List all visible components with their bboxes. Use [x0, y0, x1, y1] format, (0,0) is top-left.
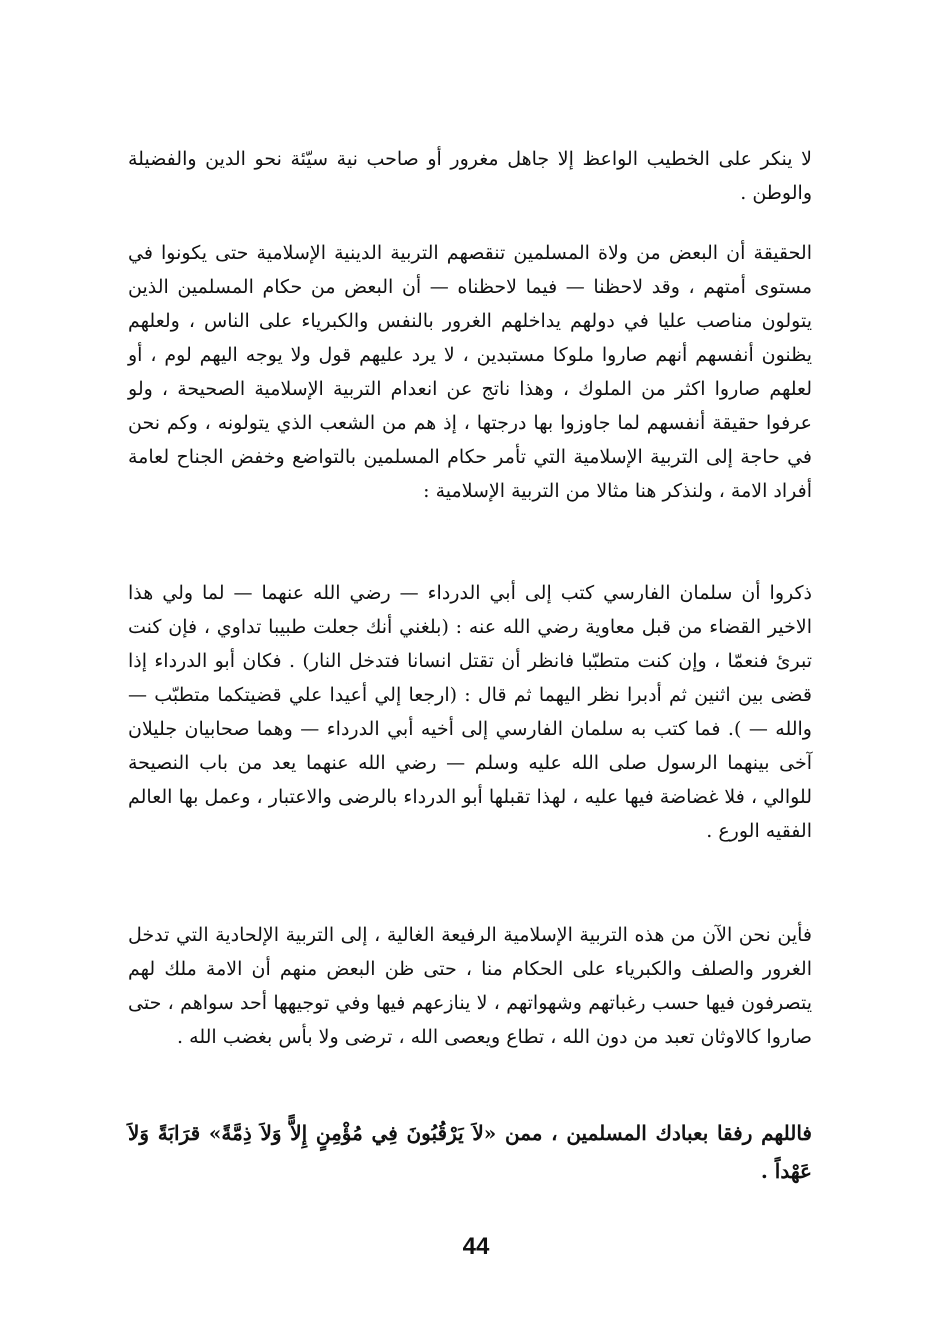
paragraph-intro: لا ينكر على الخطيب الواعظ إلا جاهل مغرور أو صاحب نية سيّئة نحو الدين والفضيلة والوطن . [128, 148, 812, 204]
paragraph-salman-story: ذكروا أن سلمان الفارسي كتب إلى أبي الدرداء — رضي الله عنهما — لما ولي هذا الاخير القضاء من قبل معاوية رضي الله عنه : (بلغني أنك جعلت طبيبا تداوي ، فإن كنت تبرئ فنعمّا ، وإن كنت متطبّبا فانظر أن تقتل انسانا فتدخل النار) . فكان أبو الدرداء إذا قضى بين اثنين ثم أدبرا نظر اليهما ثم قال : (ارجعا إلي أعيدا علي قضيتكما متطبّب — والله — ). فما كتب به سلمان الفارسي إلى أخيه أبي الدرداء — وهما صحابيان جليلان آخى بينهما الرسول صلى الله عليه وسلم — رضي الله عنهما يعد من باب النصيحة للوالي ، فلا غضاضة فيها عليه ، لهذا تقبلها أبو الدرداء بالرضى والاعتبار ، وعمل بها العالم الفقيه الورع . [128, 582, 812, 842]
paragraph-rulers: الحقيقة أن البعض من ولاة المسلمين تنقصهم التربية الدينية الإسلامية حتى يكونوا في مستوى أمتهم ، وقد لاحظنا — فيما لاحظناه — أن البعض من حكام المسلمين الذين يتولون مناصب عليا في دولهم يداخلهم الغرور بالنفس والكبرياء على الناس ، ولعلهم يظنون أنفسهم أنهم صاروا ملوكا مستبدين ، لا يرد عليهم قول ولا يوجه اليهم لوم ، أو لعلهم صاروا اكثر من الملوك ، وهذا ناتج عن انعدام التربية الإسلامية الصحيحة ، ولو عرفوا حقيقة أنفسهم لما جاوزوا بها درجتها ، إذ هم من الشعب الذي يتولونه ، وكم نحن في حاجة إلى التربية الإسلامية التي تأمر حكام المسلمين بالتواضع وخفض الجناح لعامة أفراد الامة ، ولنذكر هنا مثالا من التربية الإسلامية : [128, 242, 812, 502]
paragraph-prayer: فاللهم رفقا بعبادك المسلمين ، ممن «لاَ يَرْقُبُونَ فِي مُؤْمِنٍ إِلاًّ وَلاَ ذِمَّةً» قرَابَةً وَلاَ عَهْداً . [128, 1121, 812, 1183]
page-number: 44 [462, 1233, 490, 1260]
paragraph-conclusion: فأين نحن الآن من هذه التربية الإسلامية الرفيعة الغالية ، إلى التربية الإلحادية التي تدخل الغرور والصلف والكبرياء على الحكام منا ، حتى ظن البعض منهم أن الامة ملك لهم يتصرفون فيها حسب رغباتهم وشهواتهم ، لا ينازعهم فيها وفي توجيهها أحد سواهم ، حتى صاروا كالاوثان تعبد من دون الله ، تطاع ويعصى الله ، ترضى ولا بأس بغضب الله . [128, 924, 812, 1048]
